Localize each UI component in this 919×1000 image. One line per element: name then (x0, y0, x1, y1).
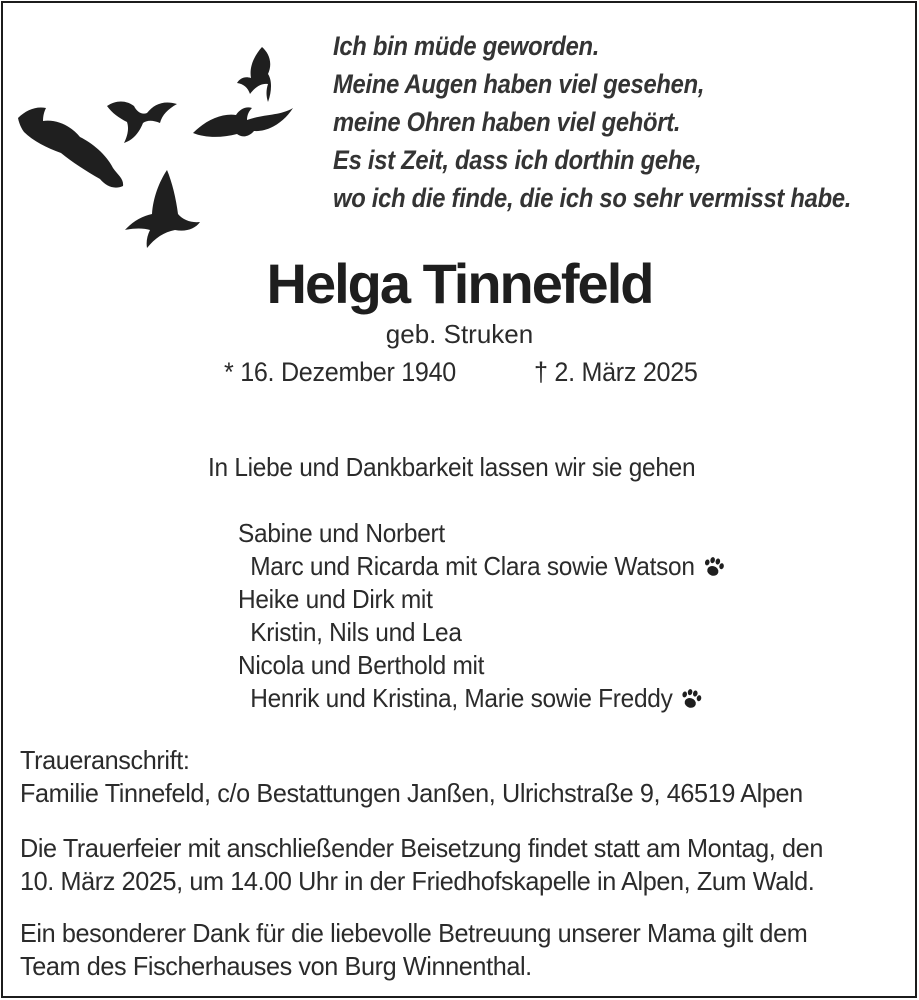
funeral-details-line: 10. März 2025, um 14.00 Uhr in der Friedhofskapelle in Alpen, Zum Wald. (20, 866, 815, 896)
family-list (238, 517, 725, 715)
bird-icon (18, 107, 123, 187)
family-names: Kristin, Nils und Lea (250, 617, 462, 647)
family-names: Heike und Dirk mit (238, 584, 433, 614)
death-date: † 2. März 2025 (534, 357, 698, 387)
family-line (238, 583, 725, 616)
paw-print-icon (680, 688, 703, 710)
family-names: Nicola und Berthold mit (238, 650, 485, 680)
bird-icon (237, 47, 271, 102)
family-line (238, 517, 725, 550)
poem-line: wo ich die finde, die ich so sehr vermisst habe. (333, 183, 852, 213)
family-names: Sabine und Norbert (238, 518, 445, 548)
poem-line: Meine Augen haben viel gesehen, (333, 69, 705, 99)
flying-birds-icon (16, 36, 316, 254)
thanks-note-line: Ein besonderer Dank für die liebevolle Betreuung unserer Mama gilt dem (20, 918, 808, 948)
family-line (238, 616, 725, 649)
thanks-note (20, 917, 807, 983)
family-line (238, 649, 725, 682)
deceased-name: Helga Tinnefeld (266, 252, 653, 315)
mourning-address-label: Traueranschrift: (20, 745, 190, 775)
family-line (238, 550, 725, 583)
mourning-address-line: Familie Tinnefeld, c/o Bestattungen Janßen, Ulrichstraße 9, 46519 Alpen (20, 778, 803, 808)
thanks-note-line: Team des Fischerhauses von Burg Winnenthal. (20, 951, 532, 981)
bird-icon (193, 107, 293, 137)
maiden-name: geb. Struken (385, 319, 534, 349)
birth-date: * 16. Dezember 1940 (224, 357, 457, 387)
family-names: Marc und Ricarda mit Clara sowie Watson (250, 551, 695, 581)
funeral-details (20, 832, 823, 898)
bird-icon (125, 170, 200, 248)
funeral-details-line: Die Trauerfeier mit anschließender Beisetzung findet statt am Montag, den (20, 833, 823, 863)
poem (333, 27, 851, 217)
poem-line: Es ist Zeit, dass ich dorthin gehe, (333, 145, 702, 175)
poem-line: meine Ohren haben viel gehört. (333, 107, 681, 137)
family-line (238, 682, 725, 715)
family-names: Henrik und Kristina, Marie sowie Freddy (250, 683, 673, 713)
mourning-address (20, 744, 803, 810)
bird-icon (107, 102, 177, 144)
poem-line: Ich bin müde geworden. (333, 31, 600, 61)
paw-print-icon (702, 556, 725, 578)
farewell-line: In Liebe und Dankbarkeit lassen wir sie gehen (208, 452, 696, 482)
